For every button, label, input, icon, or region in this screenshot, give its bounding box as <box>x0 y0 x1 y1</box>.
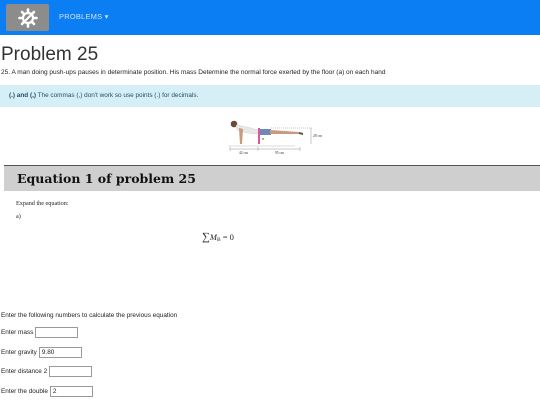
moment-symbol: M <box>209 232 217 242</box>
problem-statement: 25. A man doing push-ups pauses in determinate position. His mass Determine the normal force exerted by the floor (a) on each hand <box>1 69 386 76</box>
height-label: 28 cm <box>313 134 322 138</box>
mass-input[interactable] <box>35 327 78 338</box>
distance-input[interactable] <box>49 366 92 377</box>
equation-header <box>4 165 540 191</box>
point-label: B <box>262 137 265 141</box>
man-legs <box>270 130 299 134</box>
point-marker <box>258 128 260 144</box>
problems-menu-label: PROBLEMS <box>59 12 103 21</box>
distance2-label: 95 cm <box>275 151 284 155</box>
logo-button[interactable] <box>6 4 49 31</box>
distance1-label: 42 cm <box>239 151 248 155</box>
chevron-down-icon: ▾ <box>104 12 109 21</box>
gravity-input[interactable] <box>39 347 82 358</box>
alert-message: The commas (,) don't work so use points (.) for decimals. <box>35 92 199 99</box>
equals-zero: = 0 <box>220 232 234 242</box>
gravity-label: Enter gravity <box>1 349 37 356</box>
pushup-figure <box>225 113 320 160</box>
gravity-row <box>1 347 82 358</box>
equation-title: Equation 1 of problem 25 <box>17 171 196 186</box>
alert-bold-text: (.) and (,) <box>9 92 36 99</box>
moment-equation <box>202 231 234 243</box>
form-instructions: Enter the following numbers to calculate the previous equation <box>1 312 178 319</box>
man-arms <box>239 128 243 144</box>
double-label: Enter the double <box>1 388 48 395</box>
moment-subscript: B <box>216 237 221 243</box>
mass-row <box>1 327 78 338</box>
expand-label: Expand the equation: <box>16 200 69 207</box>
gear-icon <box>18 8 38 28</box>
decimal-alert <box>0 85 540 107</box>
double-input[interactable] <box>50 386 93 397</box>
page-title: Problem 25 <box>1 44 99 65</box>
sum-symbol: ∑ <box>202 231 210 243</box>
distance-label: Enter distance 2 <box>1 368 48 375</box>
mass-label: Enter mass <box>1 329 34 336</box>
double-row <box>1 386 93 397</box>
problems-menu[interactable] <box>59 12 109 21</box>
navbar <box>0 0 540 35</box>
alert-text <box>9 92 198 99</box>
distance-row <box>1 366 92 377</box>
part-a-label: a) <box>16 213 21 220</box>
